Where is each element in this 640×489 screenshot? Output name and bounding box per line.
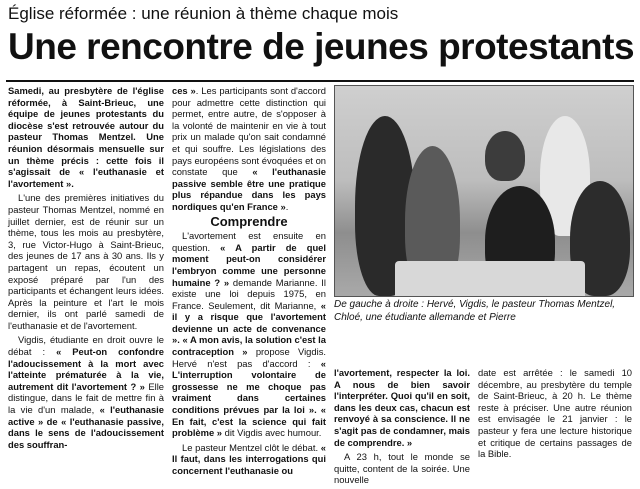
body-text: L'avortement est ensuite en question.: [172, 230, 326, 253]
body-text: dit Vigdis avec humour.: [222, 427, 322, 439]
body-text: .: [285, 200, 289, 212]
body-paragraph: [334, 367, 470, 448]
body-paragraph: [8, 334, 164, 450]
quote-text: « il y a risque que l'avortement devienne un acte de convenance ». « A mon avis, la solution c'est la contraception »: [172, 299, 326, 358]
headline-rule: [6, 80, 634, 82]
person-silhouette: [485, 131, 525, 181]
body-text: . Les participants sont d'accord pour admettre cette distinction qui permet, entre autre, de s'opposer à la volonté de maintenir en vie à tout prix un malade qu'on sait condamné et qui souffre. Les législations des pays européens sont évoquées et on constate que: [172, 85, 326, 178]
body-paragraph: [172, 85, 326, 213]
body-paragraph: A 23 h, tout le monde se quitte, content de la soirée. Une nouvelle: [334, 451, 470, 486]
quote-text: ces »: [172, 85, 196, 96]
column-4: [478, 367, 632, 463]
quote-text: « L'interruption volontaire de grossesse ne me choque pas vraiment dans certaines conditions prévues par la loi ». « En fait, c'est la science qui fait problème »: [172, 357, 326, 439]
body-paragraph: date est arrêtée : le samedi 10 décembre, au presbytère du temple de Saint-Brieuc, à 20 h. Le thème reste à préciser. Une autre réunion est envisagée le 21 janvier : le pasteur y fera une lecture historique et critique de certains passages de la Bible.: [478, 367, 632, 460]
quote-text: « l'euthanasie active » de « l'euthanasie passive, dans le sens de l'adoucissement des souffran-: [8, 404, 164, 450]
column-2: [172, 85, 326, 480]
body-paragraph: [172, 230, 326, 439]
subheading: Comprendre: [210, 213, 288, 229]
body-text: propose Vigdis. Hervé n'est pas d'accord :: [172, 346, 326, 369]
quote-text: l'avortement, respecter la loi. A nous de bien savoir l'interpréter. Quoi qu'il en soit, dans les deux cas, chacun est renvoyé à sa conscience. Il ne s'agit pas de condamner, mais de comprendre. »: [334, 367, 470, 448]
body-paragraph: L'une des premières initiatives du pasteur Thomas Mentzel, nommé en juillet dernier, est de réunir sur un thème, tous les mois au presbytère, 3, rue Victor-Hugo à Saint-Brieuc, des jeunes de 17 ans à 30 ans. Ils y partagent un repas, écoutent un exposé préparé par l'un des participants et échangent leurs idées. Après la peinture et l'art le mois dernier, ils ont parlé samedi de l'euthanasie et de l'avortement.: [8, 192, 164, 331]
body-text: Vigdis, étudiante en droit ouvre le débat :: [8, 334, 164, 358]
body-paragraph: [172, 442, 326, 477]
body-text: Elle distingue, dans le fait de mettre fin à la vie d'un malade,: [8, 380, 164, 416]
quote-text: « l'euthanasie passive semble être une pratique plus répandue dans les pays nordiques qu'en France »: [172, 166, 326, 212]
quote-text: « Il faut, dans les interrogations qui concernent l'euthanasie ou: [172, 441, 326, 476]
column-3: [334, 367, 470, 489]
table-surface: [395, 261, 585, 297]
article-headline: Une rencontre de jeunes protestants: [8, 26, 635, 67]
quote-text: « Peut-on confondre l'adoucissement à la mort avec l'atteinte prématurée à la vie, autrement dit l'avortement ? »: [8, 346, 164, 392]
body-text: Le pasteur Mentzel clôt le débat.: [182, 441, 321, 453]
body-text: demande Marianne. Il existe une loi depuis 1975, en France. Seulement, dit Marianne,: [172, 276, 326, 311]
quote-text: « A partir de quel moment peut-on considérer l'embryon comme une personne humaine ? »: [172, 241, 327, 288]
photo-caption: De gauche à droite : Hervé, Vigdis, le pasteur Thomas Mentzel, Chloé, une étudiante allemande et Pierre: [334, 299, 616, 323]
article-kicker: Église réformée : une réunion à thème chaque mois: [8, 4, 399, 23]
group-photo: [334, 85, 634, 297]
column-1: [8, 85, 164, 453]
lead-paragraph: Samedi, au presbytère de l'église réformée, à Saint-Brieuc, une équipe de jeunes protestants du diocèse s'est retrouvée autour du pasteur Thomas Mentzel. Une réunion désormais mensuelle sur un thème précis : cette fois il s'agissait de « l'euthanasie et l'avortement ».: [8, 85, 164, 189]
